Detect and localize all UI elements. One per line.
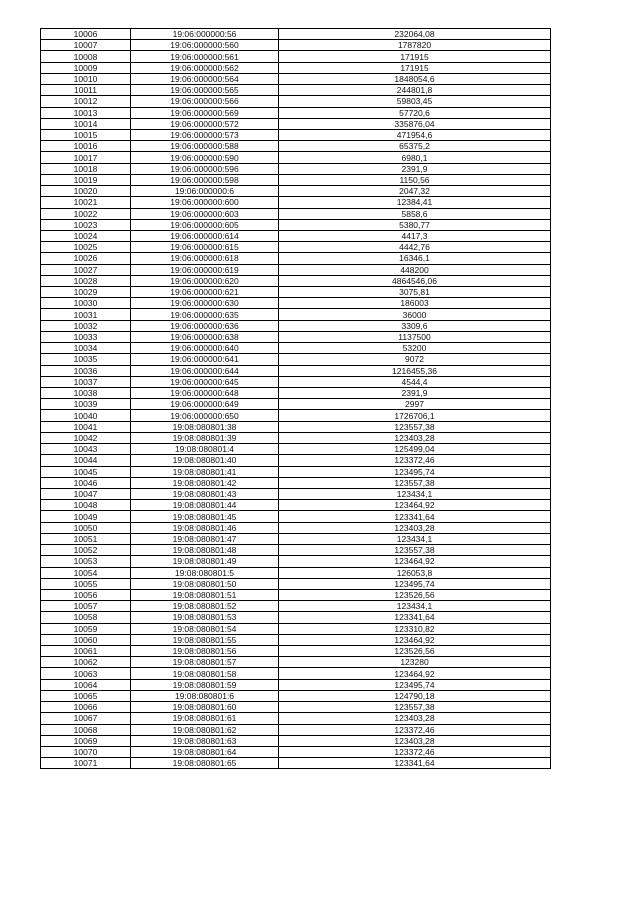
cadastral-number-cell: 19:06:000000:566	[131, 96, 279, 107]
table-row	[41, 107, 551, 118]
cadastral-number-cell: 19:08:080801:5	[131, 567, 279, 578]
cadastral-number-cell: 19:06:000000:560	[131, 40, 279, 51]
cadastral-number-cell: 19:06:000000:621	[131, 287, 279, 298]
table-row	[41, 724, 551, 735]
value-cell: 244801,8	[279, 85, 551, 96]
cadastral-number-cell: 19:06:000000:615	[131, 242, 279, 253]
value-cell: 126053,8	[279, 567, 551, 578]
table-row	[41, 85, 551, 96]
row-number-cell: 10027	[41, 264, 131, 275]
value-cell: 1787820	[279, 40, 551, 51]
table-row	[41, 747, 551, 758]
value-cell: 65375,2	[279, 141, 551, 152]
row-number-cell: 10034	[41, 343, 131, 354]
table-row	[41, 163, 551, 174]
cadastral-number-cell: 19:06:000000:573	[131, 129, 279, 140]
value-cell: 123310,82	[279, 623, 551, 634]
row-number-cell: 10058	[41, 612, 131, 623]
row-number-cell: 10045	[41, 466, 131, 477]
table-row	[41, 500, 551, 511]
cadastral-number-cell: 19:08:080801:47	[131, 533, 279, 544]
value-cell: 123526,56	[279, 589, 551, 600]
cadastral-number-cell: 19:08:080801:43	[131, 488, 279, 499]
value-cell: 5858,6	[279, 208, 551, 219]
value-cell: 3075,81	[279, 287, 551, 298]
cadastral-number-cell: 19:06:000000:649	[131, 399, 279, 410]
cadastral-number-cell: 19:08:080801:65	[131, 758, 279, 769]
value-cell: 123557,38	[279, 702, 551, 713]
cadastral-number-cell: 19:06:000000:572	[131, 118, 279, 129]
table-row	[41, 713, 551, 724]
cadastral-number-cell: 19:06:000000:56	[131, 29, 279, 40]
row-number-cell: 10015	[41, 129, 131, 140]
value-cell: 171915	[279, 51, 551, 62]
value-cell: 123464,92	[279, 634, 551, 645]
table-row	[41, 354, 551, 365]
cadastral-number-cell: 19:08:080801:4	[131, 444, 279, 455]
table-row	[41, 657, 551, 668]
table-row	[41, 253, 551, 264]
row-number-cell: 10007	[41, 40, 131, 51]
cadastral-number-cell: 19:08:080801:48	[131, 545, 279, 556]
row-number-cell: 10057	[41, 601, 131, 612]
table-row	[41, 320, 551, 331]
row-number-cell: 10013	[41, 107, 131, 118]
value-cell: 57720,6	[279, 107, 551, 118]
value-cell: 123280	[279, 657, 551, 668]
table-row	[41, 567, 551, 578]
row-number-cell: 10065	[41, 690, 131, 701]
value-cell: 9072	[279, 354, 551, 365]
row-number-cell: 10070	[41, 747, 131, 758]
row-number-cell: 10042	[41, 432, 131, 443]
row-number-cell: 10016	[41, 141, 131, 152]
row-number-cell: 10026	[41, 253, 131, 264]
table-row	[41, 40, 551, 51]
row-number-cell: 10071	[41, 758, 131, 769]
value-cell: 4864546,06	[279, 275, 551, 286]
cadastral-number-cell: 19:06:000000:569	[131, 107, 279, 118]
table-row	[41, 668, 551, 679]
table-row	[41, 444, 551, 455]
table-row	[41, 634, 551, 645]
table-row	[41, 410, 551, 421]
row-number-cell: 10038	[41, 388, 131, 399]
value-cell: 123495,74	[279, 466, 551, 477]
row-number-cell: 10020	[41, 186, 131, 197]
row-number-cell: 10068	[41, 724, 131, 735]
table-row	[41, 601, 551, 612]
cadastral-number-cell: 19:08:080801:6	[131, 690, 279, 701]
row-number-cell: 10043	[41, 444, 131, 455]
table-row	[41, 174, 551, 185]
row-number-cell: 10039	[41, 399, 131, 410]
row-number-cell: 10021	[41, 197, 131, 208]
value-cell: 123403,28	[279, 432, 551, 443]
row-number-cell: 10047	[41, 488, 131, 499]
cadastral-number-cell: 19:08:080801:50	[131, 578, 279, 589]
cadastral-number-cell: 19:08:080801:46	[131, 522, 279, 533]
value-cell: 186003	[279, 298, 551, 309]
cadastral-number-cell: 19:08:080801:58	[131, 668, 279, 679]
cadastral-number-cell: 19:08:080801:38	[131, 421, 279, 432]
row-number-cell: 10044	[41, 455, 131, 466]
value-cell: 1137500	[279, 331, 551, 342]
cadastral-number-cell: 19:08:080801:57	[131, 657, 279, 668]
value-cell: 123403,28	[279, 522, 551, 533]
table-row	[41, 623, 551, 634]
row-number-cell: 10062	[41, 657, 131, 668]
row-number-cell: 10030	[41, 298, 131, 309]
row-number-cell: 10024	[41, 230, 131, 241]
value-cell: 1848054,6	[279, 73, 551, 84]
row-number-cell: 10055	[41, 578, 131, 589]
table-row	[41, 399, 551, 410]
table-row	[41, 343, 551, 354]
table-row	[41, 589, 551, 600]
row-number-cell: 10009	[41, 62, 131, 73]
table-row	[41, 242, 551, 253]
row-number-cell: 10052	[41, 545, 131, 556]
cadastral-number-cell: 19:06:000000:620	[131, 275, 279, 286]
value-cell: 2997	[279, 399, 551, 410]
table-row	[41, 331, 551, 342]
cadastral-number-cell: 19:08:080801:62	[131, 724, 279, 735]
value-cell: 1216455,36	[279, 365, 551, 376]
row-number-cell: 10059	[41, 623, 131, 634]
table-row	[41, 219, 551, 230]
table-row	[41, 612, 551, 623]
cadastral-number-cell: 19:06:000000:614	[131, 230, 279, 241]
table-row	[41, 264, 551, 275]
cadastral-number-cell: 19:08:080801:64	[131, 747, 279, 758]
table-row	[41, 522, 551, 533]
row-number-cell: 10036	[41, 365, 131, 376]
value-cell: 59803,45	[279, 96, 551, 107]
value-cell: 125499,04	[279, 444, 551, 455]
row-number-cell: 10054	[41, 567, 131, 578]
value-cell: 123464,92	[279, 668, 551, 679]
row-number-cell: 10031	[41, 309, 131, 320]
row-number-cell: 10006	[41, 29, 131, 40]
cadastral-number-cell: 19:06:000000:650	[131, 410, 279, 421]
value-cell: 232064,08	[279, 29, 551, 40]
table-row	[41, 96, 551, 107]
value-cell: 123434,1	[279, 601, 551, 612]
row-number-cell: 10046	[41, 477, 131, 488]
cadastral-number-cell: 19:06:000000:564	[131, 73, 279, 84]
value-cell: 123557,38	[279, 421, 551, 432]
cadastral-number-cell: 19:06:000000:6	[131, 186, 279, 197]
table-row	[41, 275, 551, 286]
row-number-cell: 10012	[41, 96, 131, 107]
value-cell: 123403,28	[279, 735, 551, 746]
table-row	[41, 533, 551, 544]
table-row	[41, 388, 551, 399]
value-cell: 2047,32	[279, 186, 551, 197]
cadastral-number-cell: 19:06:000000:644	[131, 365, 279, 376]
cadastral-number-cell: 19:06:000000:618	[131, 253, 279, 264]
cadastral-number-cell: 19:06:000000:603	[131, 208, 279, 219]
cadastral-number-cell: 19:08:080801:52	[131, 601, 279, 612]
table-row	[41, 118, 551, 129]
cadastral-number-cell: 19:06:000000:588	[131, 141, 279, 152]
table-row	[41, 679, 551, 690]
value-cell: 123403,28	[279, 713, 551, 724]
row-number-cell: 10022	[41, 208, 131, 219]
value-cell: 123557,38	[279, 545, 551, 556]
value-cell: 6980,1	[279, 152, 551, 163]
row-number-cell: 10033	[41, 331, 131, 342]
value-cell: 3309,6	[279, 320, 551, 331]
cadastral-number-cell: 19:08:080801:51	[131, 589, 279, 600]
value-cell: 2391,9	[279, 163, 551, 174]
cadastral-number-cell: 19:08:080801:60	[131, 702, 279, 713]
cadastral-number-cell: 19:06:000000:645	[131, 376, 279, 387]
cadastral-number-cell: 19:06:000000:562	[131, 62, 279, 73]
table-row	[41, 690, 551, 701]
cadastral-number-cell: 19:06:000000:630	[131, 298, 279, 309]
table-row	[41, 421, 551, 432]
table-row	[41, 477, 551, 488]
cadastral-number-cell: 19:06:000000:598	[131, 174, 279, 185]
table-row	[41, 141, 551, 152]
row-number-cell: 10049	[41, 511, 131, 522]
cadastral-number-cell: 19:06:000000:596	[131, 163, 279, 174]
row-number-cell: 10014	[41, 118, 131, 129]
table-row	[41, 129, 551, 140]
table-row	[41, 455, 551, 466]
row-number-cell: 10018	[41, 163, 131, 174]
table-row	[41, 152, 551, 163]
value-cell: 16346,1	[279, 253, 551, 264]
row-number-cell: 10028	[41, 275, 131, 286]
value-cell: 171915	[279, 62, 551, 73]
cadastral-number-cell: 19:06:000000:561	[131, 51, 279, 62]
table-row	[41, 62, 551, 73]
cadastral-number-cell: 19:06:000000:641	[131, 354, 279, 365]
table-row	[41, 702, 551, 713]
value-cell: 5380,77	[279, 219, 551, 230]
table-row	[41, 29, 551, 40]
cadastral-number-cell: 19:06:000000:565	[131, 85, 279, 96]
value-cell: 123434,1	[279, 533, 551, 544]
value-cell: 36000	[279, 309, 551, 320]
row-number-cell: 10051	[41, 533, 131, 544]
row-number-cell: 10008	[41, 51, 131, 62]
value-cell: 123341,64	[279, 511, 551, 522]
row-number-cell: 10056	[41, 589, 131, 600]
row-number-cell: 10019	[41, 174, 131, 185]
value-cell: 123434,1	[279, 488, 551, 499]
row-number-cell: 10048	[41, 500, 131, 511]
cadastral-number-cell: 19:06:000000:605	[131, 219, 279, 230]
value-cell: 4417,3	[279, 230, 551, 241]
cadastral-number-cell: 19:08:080801:40	[131, 455, 279, 466]
value-cell: 123372,46	[279, 747, 551, 758]
value-cell: 4544,4	[279, 376, 551, 387]
cadastral-number-cell: 19:08:080801:42	[131, 477, 279, 488]
row-number-cell: 10063	[41, 668, 131, 679]
table-row	[41, 646, 551, 657]
row-number-cell: 10064	[41, 679, 131, 690]
value-cell: 1726706,1	[279, 410, 551, 421]
value-cell: 123464,92	[279, 556, 551, 567]
cadastral-number-cell: 19:08:080801:53	[131, 612, 279, 623]
table-row	[41, 208, 551, 219]
value-cell: 448200	[279, 264, 551, 275]
cadastral-number-cell: 19:08:080801:55	[131, 634, 279, 645]
row-number-cell: 10041	[41, 421, 131, 432]
cadastral-number-cell: 19:08:080801:54	[131, 623, 279, 634]
cadastral-number-cell: 19:06:000000:590	[131, 152, 279, 163]
value-cell: 335876,04	[279, 118, 551, 129]
value-cell: 4442,76	[279, 242, 551, 253]
value-cell: 123372,46	[279, 455, 551, 466]
table-row	[41, 309, 551, 320]
value-cell: 123495,74	[279, 578, 551, 589]
value-cell: 471954,6	[279, 129, 551, 140]
value-cell: 2391,9	[279, 388, 551, 399]
cadastral-number-cell: 19:08:080801:45	[131, 511, 279, 522]
table-body	[41, 29, 551, 769]
table-row	[41, 466, 551, 477]
value-cell: 123341,64	[279, 612, 551, 623]
cadastral-number-cell: 19:08:080801:39	[131, 432, 279, 443]
table-row	[41, 51, 551, 62]
cadastral-number-cell: 19:06:000000:636	[131, 320, 279, 331]
cadastral-number-cell: 19:08:080801:59	[131, 679, 279, 690]
cadastral-number-cell: 19:08:080801:61	[131, 713, 279, 724]
row-number-cell: 10053	[41, 556, 131, 567]
cadastral-number-cell: 19:06:000000:638	[131, 331, 279, 342]
row-number-cell: 10050	[41, 522, 131, 533]
table-row	[41, 230, 551, 241]
table-row	[41, 488, 551, 499]
table-row	[41, 735, 551, 746]
table-row	[41, 578, 551, 589]
table-row	[41, 197, 551, 208]
table-row	[41, 73, 551, 84]
table-row	[41, 186, 551, 197]
row-number-cell: 10023	[41, 219, 131, 230]
table-row	[41, 432, 551, 443]
table-row	[41, 287, 551, 298]
value-cell: 123341,64	[279, 758, 551, 769]
value-cell: 123557,38	[279, 477, 551, 488]
row-number-cell: 10011	[41, 85, 131, 96]
table-row	[41, 511, 551, 522]
table-row	[41, 545, 551, 556]
data-table	[40, 28, 551, 769]
table-row	[41, 365, 551, 376]
cadastral-number-cell: 19:06:000000:648	[131, 388, 279, 399]
row-number-cell: 10017	[41, 152, 131, 163]
value-cell: 53200	[279, 343, 551, 354]
value-cell: 12384,41	[279, 197, 551, 208]
cadastral-number-cell: 19:06:000000:619	[131, 264, 279, 275]
value-cell: 124790,18	[279, 690, 551, 701]
table-row	[41, 758, 551, 769]
row-number-cell: 10010	[41, 73, 131, 84]
cadastral-number-cell: 19:08:080801:44	[131, 500, 279, 511]
value-cell: 123464,92	[279, 500, 551, 511]
value-cell: 123372,46	[279, 724, 551, 735]
cadastral-number-cell: 19:06:000000:600	[131, 197, 279, 208]
row-number-cell: 10025	[41, 242, 131, 253]
row-number-cell: 10061	[41, 646, 131, 657]
value-cell: 123526,56	[279, 646, 551, 657]
cadastral-number-cell: 19:08:080801:49	[131, 556, 279, 567]
cadastral-number-cell: 19:06:000000:640	[131, 343, 279, 354]
cadastral-number-cell: 19:08:080801:41	[131, 466, 279, 477]
row-number-cell: 10069	[41, 735, 131, 746]
row-number-cell: 10040	[41, 410, 131, 421]
row-number-cell: 10060	[41, 634, 131, 645]
row-number-cell: 10067	[41, 713, 131, 724]
table-row	[41, 556, 551, 567]
cadastral-number-cell: 19:06:000000:635	[131, 309, 279, 320]
table-row	[41, 298, 551, 309]
cadastral-number-cell: 19:08:080801:56	[131, 646, 279, 657]
row-number-cell: 10035	[41, 354, 131, 365]
value-cell: 123495,74	[279, 679, 551, 690]
value-cell: 1150,56	[279, 174, 551, 185]
cadastral-number-cell: 19:08:080801:63	[131, 735, 279, 746]
row-number-cell: 10029	[41, 287, 131, 298]
row-number-cell: 10066	[41, 702, 131, 713]
row-number-cell: 10037	[41, 376, 131, 387]
table-row	[41, 376, 551, 387]
row-number-cell: 10032	[41, 320, 131, 331]
